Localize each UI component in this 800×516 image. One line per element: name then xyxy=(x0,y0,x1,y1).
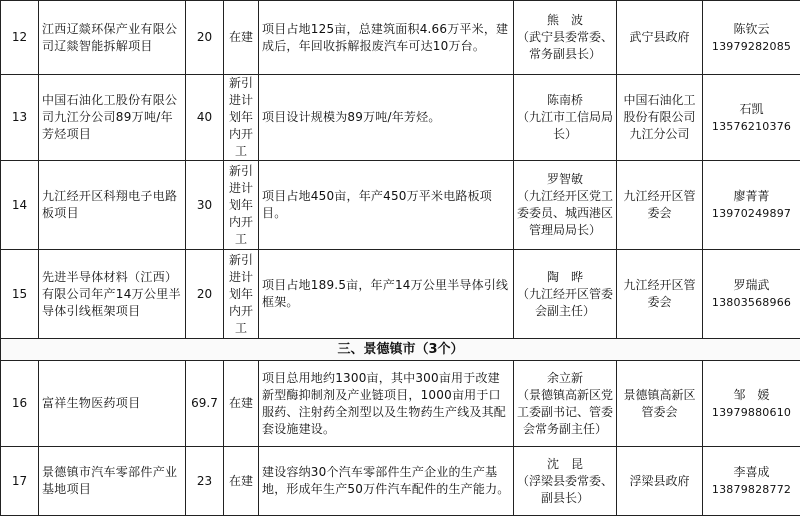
contact-name: 李喜成 xyxy=(733,465,770,479)
project-status: 在建 xyxy=(224,361,259,447)
project-status: 新引进计划年内开工 xyxy=(224,250,259,339)
contact-cell xyxy=(703,250,800,339)
project-status: 在建 xyxy=(224,447,259,516)
project-name: 九江经开区科翔电子电路板项目 xyxy=(39,161,186,250)
project-description: 项目总用地约1300亩，其中300亩用于改建新型酶抑制剂及产业链项目，1000亩用于口服药、注射药全剂型以及生物药生产线及其配套设施建设。 xyxy=(259,361,514,447)
investment: 69.7 xyxy=(186,361,224,447)
project-description: 项目设计规模为89万吨/年芳烃。 xyxy=(259,75,514,161)
contact-cell xyxy=(703,1,800,75)
investment: 40 xyxy=(186,75,224,161)
row-number: 16 xyxy=(1,361,39,447)
contact-cell xyxy=(703,447,800,516)
project-description: 项目占地125亩，总建筑面积4.66万平米，建成后，年回收拆解报废汽车可达10万台。 xyxy=(259,1,514,75)
responsible-unit: 九江经开区管委会 xyxy=(617,161,703,250)
responsible-unit: 浮梁县政府 xyxy=(617,447,703,516)
row-number: 15 xyxy=(1,250,39,339)
responsible-leader: 陈南桥 （九江市工信局局长） xyxy=(514,75,617,161)
table-row xyxy=(1,161,800,250)
contact-cell xyxy=(703,161,800,250)
project-name: 江西辽燚环保产业有限公司辽燚智能拆解项目 xyxy=(39,1,186,75)
table-row xyxy=(1,447,800,516)
row-number: 13 xyxy=(1,75,39,161)
responsible-leader: 沈 昆 （浮梁县委常委、副县长） xyxy=(514,447,617,516)
contact-phone: 13979282085 xyxy=(711,39,792,53)
row-number: 14 xyxy=(1,161,39,250)
project-description: 项目占地189.5亩，年产14万公里半导体引线框架。 xyxy=(259,250,514,339)
project-status: 新引进计划年内开工 xyxy=(224,161,259,250)
investment: 30 xyxy=(186,161,224,250)
contact-name: 石凯 xyxy=(739,101,764,116)
investment: 23 xyxy=(186,447,224,516)
contact-phone: 13576210376 xyxy=(711,119,792,133)
row-number: 17 xyxy=(1,447,39,516)
contact-cell xyxy=(703,361,800,447)
investment: 20 xyxy=(186,1,224,75)
contact-phone: 13879828772 xyxy=(711,483,792,496)
project-description: 项目占地450亩，年产450万平米电路板项目。 xyxy=(259,161,514,250)
responsible-unit: 景德镇高新区管委会 xyxy=(617,361,703,447)
responsible-leader: 余立新 （景德镇高新区党工委副书记、管委会常务副主任） xyxy=(514,361,617,447)
contact-phone: 13970249897 xyxy=(711,207,792,220)
table-row xyxy=(1,361,800,447)
responsible-unit: 中国石油化工股份有限公司九江分公司 xyxy=(617,75,703,161)
contact-name: 邹 媛 xyxy=(733,387,770,402)
responsible-unit: 九江经开区管委会 xyxy=(617,250,703,339)
responsible-leader: 熊 波 （武宁县委常委、常务副县长） xyxy=(514,1,617,75)
responsible-leader: 罗智敏 （九江经开区党工委委员、城西港区管理局局长） xyxy=(514,161,617,250)
table-row xyxy=(1,1,800,75)
contact-name: 廖菁菁 xyxy=(733,189,770,203)
project-name: 先进半导体材料（江西）有限公司年产14万公里半导体引线框架项目 xyxy=(39,250,186,339)
project-status: 新引进计划年内开工 xyxy=(224,75,259,161)
contact-cell xyxy=(703,75,800,161)
contact-phone: 13979880610 xyxy=(711,405,792,419)
project-name: 中国石油化工股份有限公司九江分公司89万吨/年芳烃项目 xyxy=(39,75,186,161)
responsible-leader: 陶 晔 （九江经开区管委会副主任） xyxy=(514,250,617,339)
responsible-unit: 武宁县政府 xyxy=(617,1,703,75)
contact-phone: 13803568966 xyxy=(711,296,792,309)
project-name: 富祥生物医药项目 xyxy=(39,361,186,447)
table-row xyxy=(1,75,800,161)
project-description: 建设容纳30个汽车零部件生产企业的生产基地，形成年生产50万件汽车配件的生产能力。 xyxy=(259,447,514,516)
contact-name: 罗瑞武 xyxy=(733,278,770,292)
table-row xyxy=(1,250,800,339)
contact-name: 陈钦云 xyxy=(733,21,770,36)
project-status: 在建 xyxy=(224,1,259,75)
investment: 20 xyxy=(186,250,224,339)
section-title: 三、景德镇市（3个） xyxy=(1,339,800,361)
section-header-row xyxy=(1,339,800,361)
row-number: 12 xyxy=(1,1,39,75)
project-name: 景德镇市汽车零部件产业基地项目 xyxy=(39,447,186,516)
